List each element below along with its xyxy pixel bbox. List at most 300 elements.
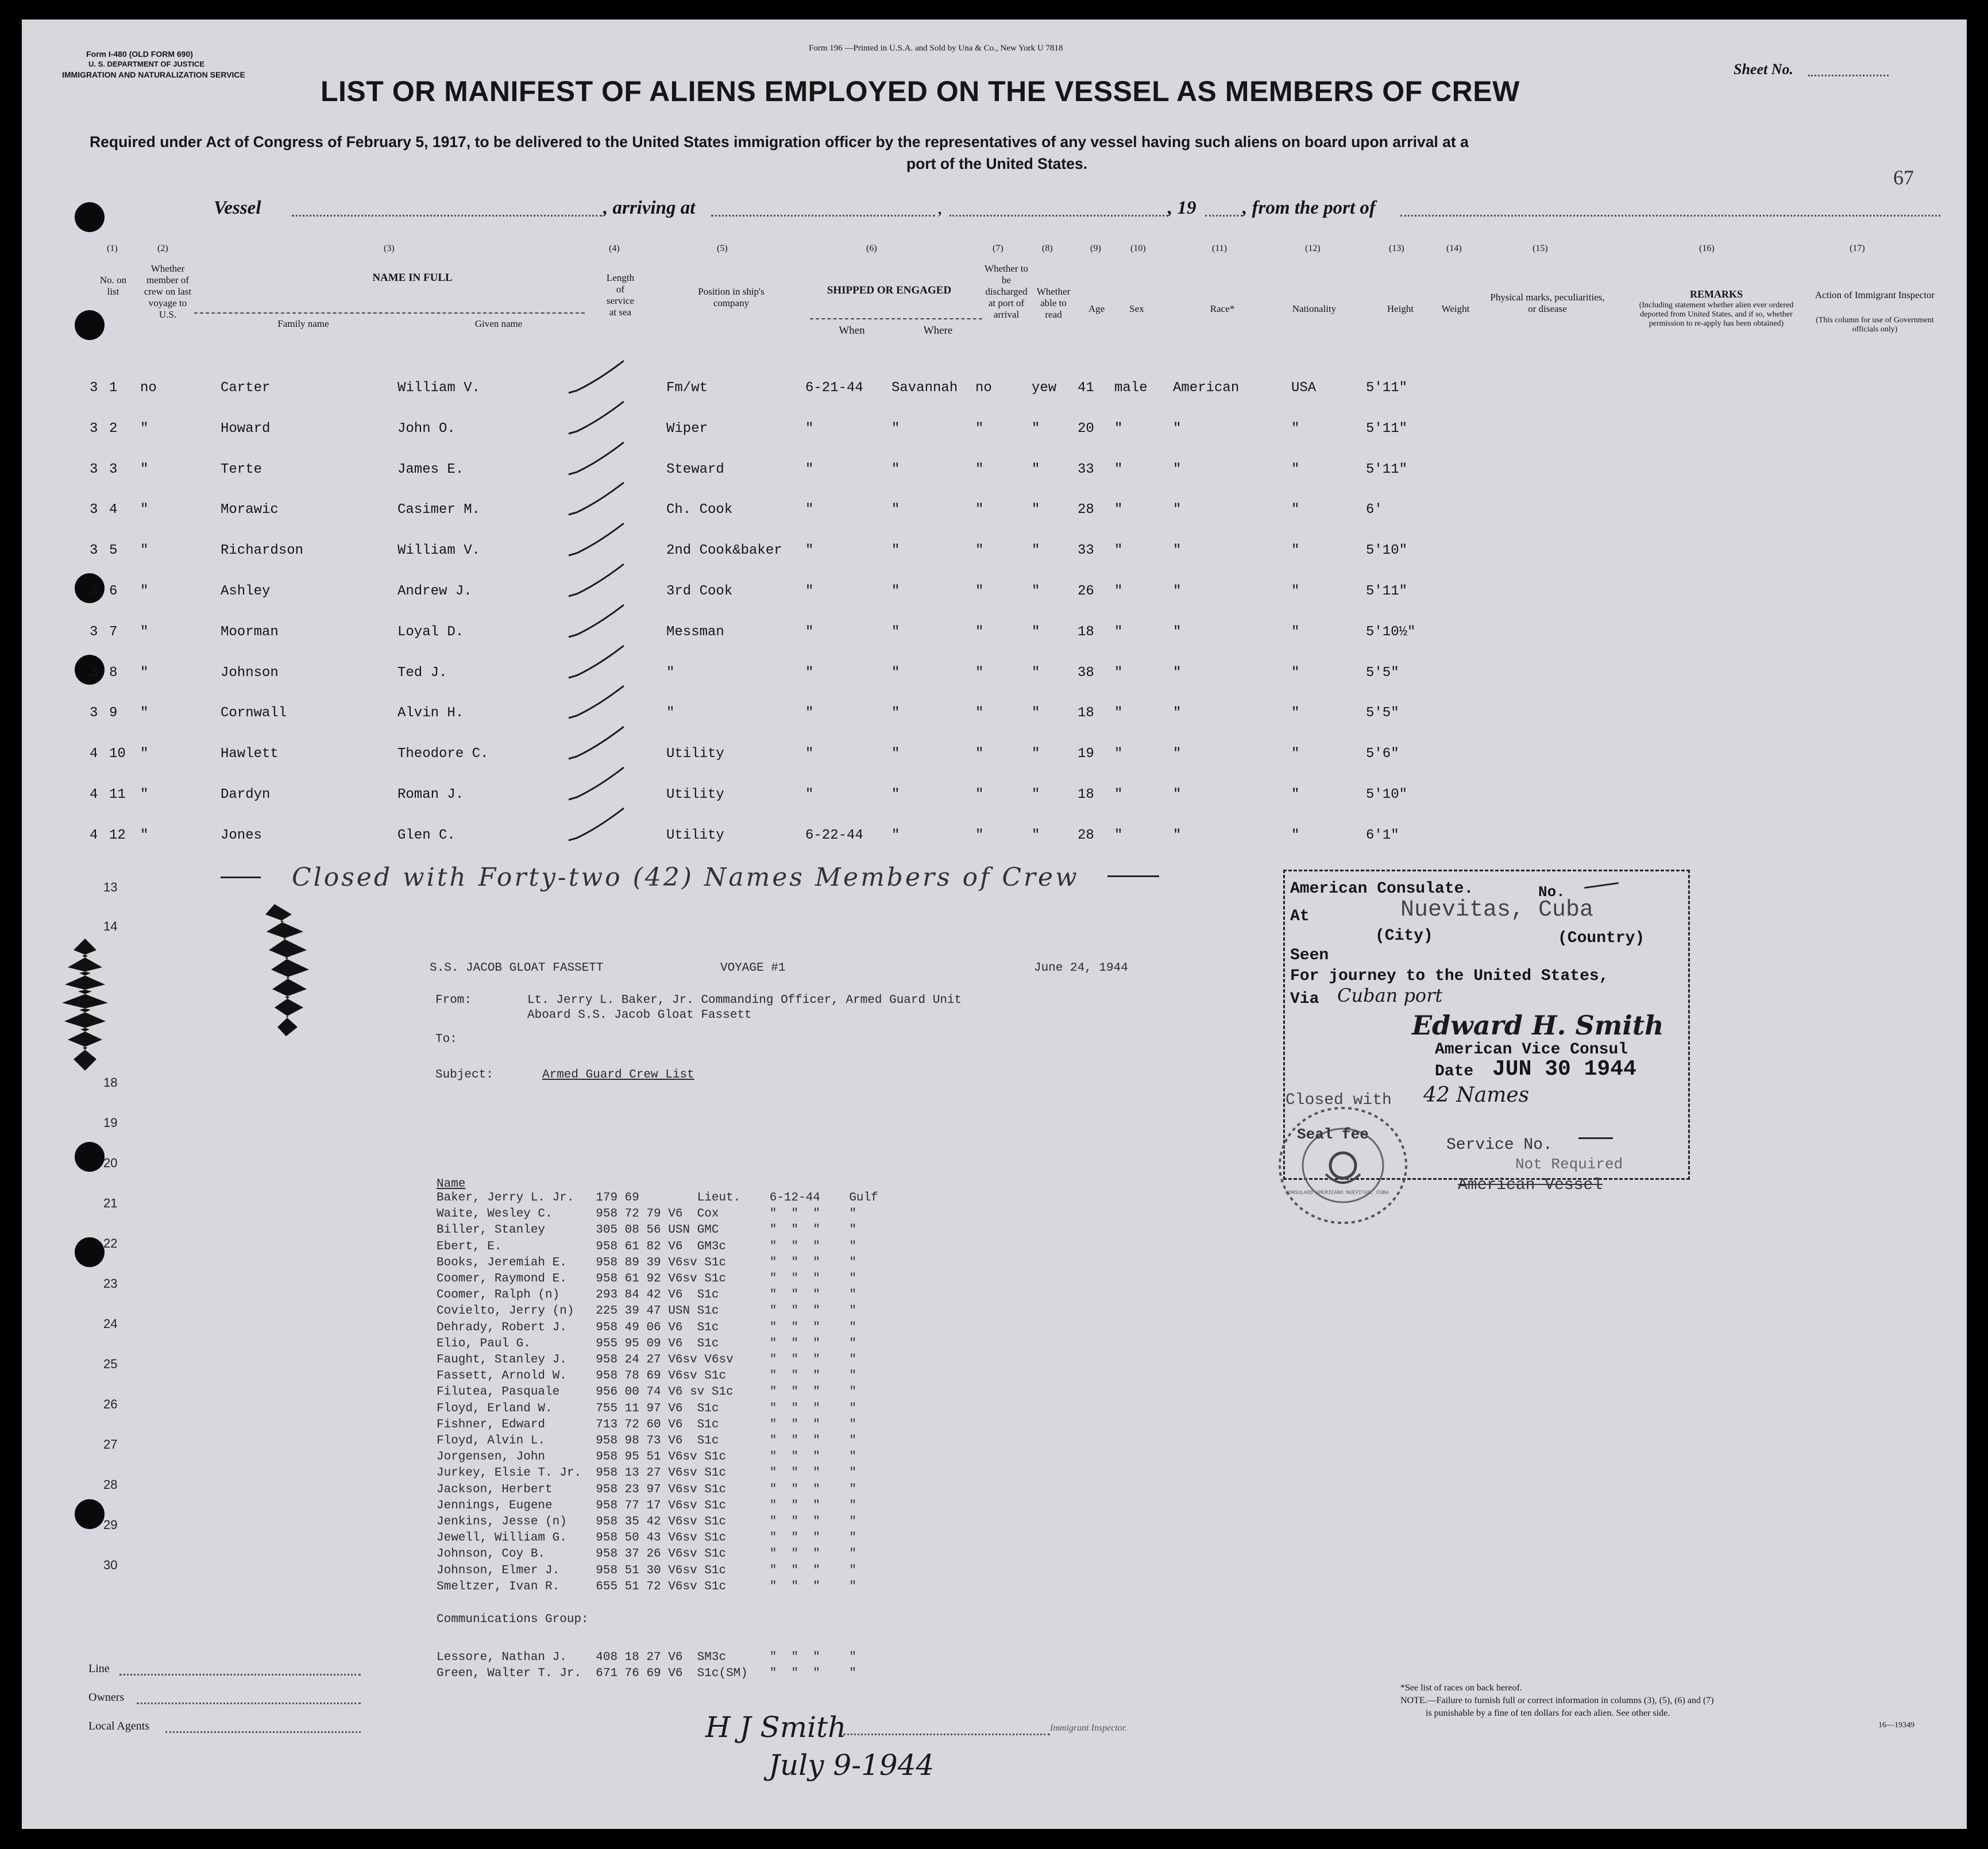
- col-label-race: Race*: [1210, 303, 1235, 314]
- crew-discharge: ": [975, 746, 984, 762]
- crew-age: 33: [1078, 462, 1094, 477]
- crew-given: Loyal D.: [397, 624, 464, 640]
- service-tick-mark: [564, 805, 627, 845]
- guard-list-row: Smeltzer, Ivan R. 655 51 72 V6sv S1c " " " ": [437, 1580, 856, 1593]
- stamp-via-value: Cuban port: [1337, 985, 1443, 1006]
- crew-discharge: ": [975, 502, 984, 518]
- col-label-remarks: REMARKS: [1689, 288, 1743, 300]
- guard-list-row: Johnson, Coy B. 958 37 26 V6sv S1c " " " ": [437, 1547, 856, 1561]
- crew-race: ": [1173, 502, 1182, 518]
- crew-height: 5'11": [1366, 421, 1408, 437]
- crew-nationality: ": [1291, 665, 1300, 681]
- row-number: 25: [103, 1357, 118, 1371]
- crew-nationality: ": [1291, 746, 1300, 762]
- stamp-country-label: (Country): [1558, 929, 1645, 947]
- crew-discharge: ": [975, 421, 984, 437]
- crew-when: ": [805, 787, 814, 802]
- crew-family: Morawic: [221, 502, 279, 518]
- sheet-field: [1808, 75, 1889, 76]
- crew-sex: ": [1114, 787, 1123, 802]
- remarks-note: (Including statement whether alien ever ordered deported from United States, and if so, whether permission to re-apply has been obtained): [1639, 301, 1794, 328]
- stamp-closed-value: 42 Names: [1423, 1083, 1530, 1107]
- guard-list-row: Jackson, Herbert 958 23 97 V6sv S1c " " " ": [437, 1483, 856, 1496]
- where-label: Where: [923, 325, 953, 337]
- guard-list-row: Jewell, William G. 958 50 43 V6sv S1c " " " ": [437, 1531, 856, 1545]
- stamp-at-value: Nuevitas, Cuba: [1400, 897, 1594, 923]
- crew-age: 41: [1078, 380, 1094, 396]
- crew-last: ": [140, 502, 149, 518]
- crew-when: ": [805, 665, 814, 681]
- crew-discharge: ": [975, 705, 984, 721]
- row-number: 18: [103, 1075, 118, 1090]
- stamp-journey: For journey to the United States,: [1290, 967, 1609, 985]
- crew-age: 28: [1078, 502, 1094, 518]
- crew-height: 5'10": [1366, 543, 1408, 558]
- crew-race: ": [1173, 543, 1182, 558]
- crew-discharge: ": [975, 665, 984, 681]
- crew-no: 3: [109, 462, 118, 477]
- crew-given: Theodore C.: [397, 746, 489, 762]
- footer-note3: is punishable by a fine of ten dollars for each alien. See other side.: [1426, 1708, 1670, 1718]
- footer-owners-label: Owners: [88, 1691, 125, 1704]
- crew-where: ": [891, 665, 900, 681]
- crew-where: ": [891, 787, 900, 802]
- crew-nationality: ": [1291, 828, 1300, 843]
- guard-list-row: Coomer, Raymond E. 958 61 92 V6sv S1c " " " ": [437, 1272, 856, 1286]
- crew-sex: male: [1114, 380, 1148, 396]
- guard-list-row: Jorgensen, John 958 95 51 V6sv S1c " " " ": [437, 1450, 856, 1464]
- crew-discharge: no: [975, 380, 992, 396]
- crew-read: ": [1032, 584, 1040, 599]
- crew-when: ": [805, 502, 814, 518]
- stamp-consulate: American Consulate.: [1290, 880, 1474, 898]
- closing-dash-right: [1107, 875, 1159, 877]
- crew-no: 1: [109, 380, 118, 396]
- col-label-service: Length of service at sea: [606, 272, 635, 318]
- inspector-label: Immigrant Inspector.: [1050, 1723, 1128, 1733]
- crew-race: ": [1173, 665, 1182, 681]
- crew-position: 3rd Cook: [666, 584, 733, 599]
- crew-height: 5'6": [1366, 746, 1399, 762]
- punch-hole: [75, 202, 105, 232]
- stamp-closed-label: Closed with: [1286, 1091, 1392, 1109]
- crew-family: Dardyn: [221, 787, 271, 802]
- crew-last: ": [140, 543, 149, 558]
- crew-prefix: 4: [90, 828, 98, 843]
- crew-nationality: ": [1291, 787, 1300, 802]
- shipped-divider: [810, 318, 982, 319]
- stamp-seen: Seen: [1290, 947, 1329, 964]
- sheet-label: Sheet No.: [1734, 61, 1793, 78]
- guard-list-row: Floyd, Alvin L. 958 98 73 V6 S1c " " " ": [437, 1434, 856, 1447]
- crew-age: 18: [1078, 787, 1094, 802]
- page-number: 67: [1893, 166, 1914, 189]
- crew-family: Moorman: [221, 624, 279, 640]
- crew-race: ": [1173, 624, 1182, 640]
- crew-sex: ": [1114, 543, 1123, 558]
- row-number: 20: [103, 1156, 118, 1170]
- crew-prefix: 3: [90, 543, 98, 558]
- crew-no: 9: [109, 705, 118, 721]
- crew-when: 6-21-44: [805, 380, 863, 396]
- crew-height: 5'11": [1366, 380, 1408, 396]
- guard-list-row: Faught, Stanley J. 958 24 27 V6sv V6sv " " " ": [437, 1353, 856, 1367]
- comma-separator: ,: [937, 198, 943, 218]
- crew-family: Carter: [221, 380, 271, 396]
- guard-list-row: Jurkey, Elsie T. Jr. 958 13 27 V6sv S1c " " " ": [437, 1466, 856, 1480]
- crew-read: ": [1032, 624, 1040, 640]
- row-number: 19: [103, 1115, 118, 1130]
- family-name-label: Family name: [277, 318, 329, 329]
- crew-given: Ted J.: [397, 665, 447, 681]
- service-tick-mark: [564, 398, 627, 438]
- year-label: , 19: [1168, 198, 1196, 218]
- crew-prefix: 4: [90, 787, 98, 802]
- col-num-17: (17): [1850, 244, 1865, 253]
- col-label-no: No. on list: [99, 275, 127, 297]
- guard-list-row: Coomer, Ralph (n) 293 84 42 V6 S1c " " " ": [437, 1288, 856, 1302]
- crew-last: ": [140, 665, 149, 681]
- crew-discharge: ": [975, 543, 984, 558]
- crew-where: ": [891, 624, 900, 640]
- col-num-3: (3): [384, 244, 395, 253]
- col-label-position: Position in ship's company: [698, 286, 765, 308]
- crew-nationality: ": [1291, 584, 1300, 599]
- memo-subject-label: Subject:: [435, 1068, 493, 1082]
- guard-list-header: Name: [437, 1178, 466, 1191]
- crew-no: 5: [109, 543, 118, 558]
- crew-where: ": [891, 462, 900, 477]
- crew-given: Roman J.: [397, 787, 464, 802]
- form-id-line1: Form I-480 (OLD FORM 690): [86, 49, 193, 59]
- crew-discharge: ": [975, 584, 984, 599]
- row-number: 22: [103, 1236, 118, 1250]
- col-num-12: (12): [1305, 244, 1321, 253]
- col-num-2: (2): [157, 244, 168, 253]
- crew-age: 28: [1078, 828, 1094, 843]
- row-number: 13: [103, 880, 118, 894]
- col-num-11: (11): [1212, 244, 1227, 253]
- guard-list-row: Fassett, Arnold W. 958 78 69 V6sv S1c " " " ": [437, 1369, 856, 1383]
- crew-given: Andrew J.: [397, 584, 472, 599]
- crew-race: ": [1173, 584, 1182, 599]
- guard-list-row: Baker, Jerry L. Jr. 179 69 Lieut. 6-12-44 Gulf: [437, 1191, 878, 1205]
- punch-hole: [75, 1142, 105, 1172]
- guard-list-row: Ebert, E. 958 61 82 V6 GM3c " " " ": [437, 1240, 856, 1253]
- crew-prefix: 3: [90, 624, 98, 640]
- port-field: [1400, 215, 1940, 217]
- col-num-16: (16): [1699, 244, 1715, 253]
- when-label: When: [839, 325, 865, 337]
- col-label-age: Age: [1088, 303, 1105, 314]
- crew-prefix: 3: [90, 584, 98, 599]
- crew-sex: ": [1114, 705, 1123, 721]
- crew-where: ": [891, 584, 900, 599]
- crew-read: ": [1032, 543, 1040, 558]
- row-number: 21: [103, 1196, 118, 1210]
- comm-list-row: Green, Walter T. Jr. 671 76 69 V6 S1c(SM) " " " ": [437, 1667, 856, 1680]
- row-number: 23: [103, 1276, 118, 1291]
- date-field: [949, 215, 1168, 217]
- footer-agents-field: [165, 1731, 361, 1733]
- memo-voyage: VOYAGE #1: [720, 962, 786, 975]
- crew-age: 18: [1078, 705, 1094, 721]
- crew-last: ": [140, 746, 149, 762]
- crew-discharge: ": [975, 828, 984, 843]
- manifest-sheet: [22, 20, 1967, 1829]
- crew-race: ": [1173, 421, 1182, 437]
- inspector-note: (This column for use of Government officials only): [1816, 316, 1934, 334]
- punch-hole: [75, 310, 105, 340]
- col-label-weight: Weight: [1441, 303, 1470, 314]
- service-tick-mark: [564, 723, 627, 763]
- crew-nationality: ": [1291, 502, 1300, 518]
- crew-no: 11: [109, 787, 126, 802]
- crew-family: Ashley: [221, 584, 271, 599]
- row-number: 27: [103, 1437, 118, 1452]
- guard-list-row: Jennings, Eugene 958 77 17 V6sv S1c " " " ": [437, 1499, 856, 1512]
- crew-race: ": [1173, 462, 1182, 477]
- stamp-service-line2: Not Required: [1515, 1156, 1623, 1173]
- memo-from-line2: Aboard S.S. Jacob Gloat Fassett: [527, 1009, 752, 1022]
- crew-height: 5'10½": [1366, 624, 1416, 640]
- col-num-7: (7): [993, 244, 1003, 253]
- crew-last: ": [140, 828, 149, 843]
- crew-race: ": [1173, 787, 1182, 802]
- crew-given: Glen C.: [397, 828, 455, 843]
- crew-height: 5'11": [1366, 462, 1408, 477]
- service-tick-mark: [564, 357, 627, 397]
- crew-read: ": [1032, 746, 1040, 762]
- crew-height: 6': [1366, 502, 1383, 518]
- guard-list-row: Biller, Stanley 305 08 56 USN GMC " " " ": [437, 1223, 856, 1237]
- guard-list-row: Johnson, Elmer J. 958 51 30 V6sv S1c " " " ": [437, 1564, 856, 1577]
- inspector-field: [843, 1734, 1050, 1735]
- crew-race: ": [1173, 746, 1182, 762]
- given-name-label: Given name: [474, 318, 523, 329]
- col-num-1: (1): [107, 244, 118, 253]
- footer-note1: *See list of races on back hereof.: [1400, 1683, 1522, 1693]
- crew-when: ": [805, 746, 814, 762]
- crew-prefix: 3: [90, 705, 98, 721]
- crew-no: 4: [109, 502, 118, 518]
- col-label-name: NAME IN FULL: [372, 272, 453, 284]
- service-tick-mark: [564, 642, 627, 682]
- crew-when: ": [805, 624, 814, 640]
- stamp-service-label: Service No.: [1446, 1136, 1553, 1154]
- crew-position: Ch. Cook: [666, 502, 733, 518]
- punch-hole: [75, 1237, 105, 1267]
- stamp-no-label: No.: [1538, 883, 1565, 901]
- comm-group-label: Communications Group:: [437, 1613, 589, 1626]
- subtitle-line2: port of the United States.: [906, 155, 1088, 172]
- crew-family: Howard: [221, 421, 271, 437]
- crew-sex: ": [1114, 462, 1123, 477]
- crew-read: ": [1032, 828, 1040, 843]
- seal-text: CONSULADO AMERICANO NUEVITAS, CUBA: [1286, 1190, 1389, 1196]
- footer-note2: NOTE.—Failure to furnish full or correct information in columns (3), (5), (6) and (7): [1400, 1696, 1714, 1705]
- crew-family: Terte: [221, 462, 263, 477]
- crew-no: 10: [109, 746, 126, 762]
- year-field: [1205, 215, 1242, 217]
- col-label-shipped: SHIPPED OR ENGAGED: [827, 284, 952, 296]
- crew-read: ": [1032, 705, 1040, 721]
- crew-age: 18: [1078, 624, 1094, 640]
- service-tick-mark: [564, 520, 627, 560]
- crew-no: 2: [109, 421, 118, 437]
- service-tick-mark: [564, 479, 627, 519]
- row-number: 29: [103, 1518, 118, 1532]
- arriving-field: [711, 215, 935, 217]
- service-tick-mark: [564, 764, 627, 804]
- consular-seal: [1257, 1099, 1429, 1237]
- crew-position: ": [666, 665, 675, 681]
- printer-line: Form 196 —Printed in U.S.A. and Sold by Una & Co., New York U 7818: [809, 44, 1063, 53]
- crew-family: Hawlett: [221, 746, 279, 762]
- crew-where: ": [891, 746, 900, 762]
- footer-agents-label: Local Agents: [88, 1720, 150, 1732]
- crew-race: American: [1173, 380, 1240, 396]
- crew-position: Messman: [666, 624, 724, 640]
- vessel-label: Vessel: [214, 198, 261, 218]
- footer-line-field: [119, 1674, 361, 1676]
- service-tick-mark: [564, 682, 627, 723]
- memo-subject: Armed Guard Crew List: [542, 1068, 694, 1082]
- closing-note: Closed with Forty-two (42) Names Members of Crew: [292, 863, 1079, 892]
- crew-prefix: 3: [90, 462, 98, 477]
- crew-height: 5'5": [1366, 705, 1399, 721]
- crew-prefix: 4: [90, 746, 98, 762]
- crew-sex: ": [1114, 502, 1123, 518]
- stamp-service-mark: [1578, 1137, 1613, 1139]
- crew-nationality: ": [1291, 421, 1300, 437]
- crew-where: Savannah: [891, 380, 958, 396]
- crew-sex: ": [1114, 746, 1123, 762]
- crew-family: Johnson: [221, 665, 279, 681]
- crew-height: 5'11": [1366, 584, 1408, 599]
- crew-no: 6: [109, 584, 118, 599]
- crew-when: 6-22-44: [805, 828, 863, 843]
- subtitle-line1: Required under Act of Congress of February 5, 1917, to be delivered to the United States immigration officer by the representatives of any vessel having such aliens on board upon arrival at a: [90, 133, 1469, 150]
- crew-sex: ": [1114, 665, 1123, 681]
- crew-last: ": [140, 462, 149, 477]
- crew-prefix: 3: [90, 665, 98, 681]
- crew-given: William V.: [397, 543, 481, 558]
- crew-when: ": [805, 421, 814, 437]
- crew-height: 5'5": [1366, 665, 1399, 681]
- stamp-signature: Edward H. Smith: [1412, 1010, 1664, 1041]
- guard-list-row: Dehrady, Robert J. 958 49 06 V6 S1c " " " ": [437, 1321, 856, 1334]
- crew-when: ": [805, 705, 814, 721]
- stamp-city-label: (City): [1375, 927, 1433, 945]
- crew-where: ": [891, 828, 900, 843]
- crew-position: Steward: [666, 462, 724, 477]
- crew-given: John O.: [397, 421, 455, 437]
- crew-last: ": [140, 421, 149, 437]
- crew-nationality: ": [1291, 462, 1300, 477]
- crew-position: Fm/wt: [666, 380, 708, 396]
- crew-where: ": [891, 705, 900, 721]
- stamp-consul-title: American Vice Consul: [1435, 1041, 1628, 1059]
- guard-list-row: Covielto, Jerry (n) 225 39 47 USN S1c " " " ": [437, 1304, 856, 1318]
- col-num-5: (5): [717, 244, 728, 253]
- closing-dash-left: [221, 877, 261, 878]
- stamp-via-label: Via: [1290, 990, 1319, 1008]
- crew-read: ": [1032, 787, 1040, 802]
- footer-owners-field: [137, 1703, 361, 1704]
- torn-fragment-right: [252, 904, 321, 1036]
- crew-discharge: ": [975, 787, 984, 802]
- col-num-6: (6): [866, 244, 877, 253]
- inspector-signature: H J Smith: [705, 1711, 847, 1744]
- stamp-at-label: At: [1290, 908, 1310, 925]
- crew-race: ": [1173, 828, 1182, 843]
- crew-age: 26: [1078, 584, 1094, 599]
- stamp-service-line3: American Vessel: [1458, 1176, 1603, 1194]
- col-label-member: Whether member of crew on last voyage to U.S.: [144, 263, 192, 320]
- crew-position: Utility: [666, 746, 724, 762]
- guard-list-row: Floyd, Erland W. 755 11 97 V6 S1c " " " ": [437, 1402, 856, 1415]
- col-label-sex: Sex: [1129, 303, 1144, 314]
- col-num-8: (8): [1042, 244, 1053, 253]
- stamp-date-value: JUN 30 1944: [1492, 1057, 1636, 1082]
- crew-last: ": [140, 624, 149, 640]
- col-num-14: (14): [1446, 244, 1462, 253]
- stamp-seal-label: Seal fee: [1297, 1126, 1369, 1143]
- crew-read: yew: [1032, 380, 1057, 396]
- crew-sex: ": [1114, 624, 1123, 640]
- col-label-physical: Physical marks, peculiarities, or disease: [1490, 292, 1605, 314]
- crew-family: Jones: [221, 828, 263, 843]
- col-num-9: (9): [1090, 244, 1101, 253]
- service-tick-mark: [564, 561, 627, 601]
- row-number: 14: [103, 919, 118, 933]
- torn-fragment-left: [51, 939, 119, 1071]
- memo-date: June 24, 1944: [1034, 962, 1128, 975]
- col-num-4: (4): [609, 244, 620, 253]
- crew-age: 19: [1078, 746, 1094, 762]
- form-id-line2: U. S. DEPARTMENT OF JUSTICE: [88, 60, 204, 68]
- col-label-discharge: Whether to be discharged at port of arrival: [985, 263, 1028, 320]
- crew-when: ": [805, 584, 814, 599]
- crew-no: 8: [109, 665, 118, 681]
- crew-nationality: ": [1291, 624, 1300, 640]
- crew-given: Alvin H.: [397, 705, 464, 721]
- crew-read: ": [1032, 421, 1040, 437]
- page-title: LIST OR MANIFEST OF ALIENS EMPLOYED ON THE VESSEL AS MEMBERS OF CREW: [321, 75, 1520, 107]
- memo-to-label: To:: [435, 1033, 457, 1046]
- crew-last: ": [140, 584, 149, 599]
- crew-no: 12: [109, 828, 126, 843]
- inspector-date: July 9-1944: [769, 1748, 935, 1782]
- col-label-inspector: Action of Immigrant Inspector: [1815, 289, 1935, 300]
- crew-prefix: 3: [90, 380, 98, 396]
- crew-position: Wiper: [666, 421, 708, 437]
- service-tick-mark: [564, 439, 627, 479]
- crew-age: 33: [1078, 543, 1094, 558]
- crew-race: ": [1173, 705, 1182, 721]
- punch-hole: [75, 1499, 105, 1529]
- row-number: 24: [103, 1317, 118, 1331]
- crew-given: James E.: [397, 462, 464, 477]
- crew-sex: ": [1114, 828, 1123, 843]
- crew-read: ": [1032, 502, 1040, 518]
- vessel-field: [292, 215, 602, 217]
- crew-discharge: ": [975, 624, 984, 640]
- stamp-date-label: Date: [1435, 1063, 1474, 1080]
- col-label-nationality: Nationality: [1292, 303, 1337, 314]
- row-number: 30: [103, 1558, 118, 1572]
